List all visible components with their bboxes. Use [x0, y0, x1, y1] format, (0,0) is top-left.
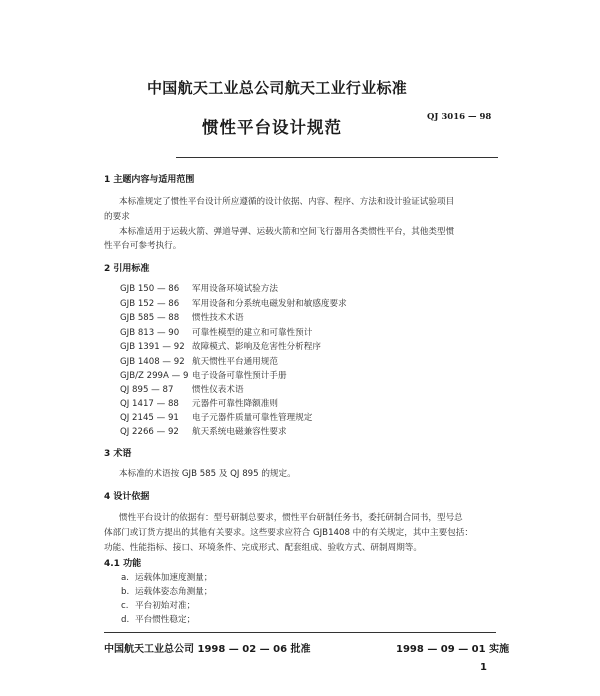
reference-code: GJB 152 — 86	[120, 299, 180, 309]
reference-title: 电子设备可靠性预计手册	[192, 371, 287, 381]
reference-title: 故障模式、影响及危害性分析程序	[192, 342, 321, 352]
reference-title: 电子元器件质量可靠性管理规定	[192, 413, 313, 423]
reference-code: GJB 150 — 86	[120, 284, 180, 294]
reference-code: GJB 1408 — 92	[120, 357, 185, 367]
reference-title: 航天惯性平台通用规范	[192, 357, 278, 367]
list-marker: b.	[121, 587, 130, 597]
section-2-heading: 2 引用标准	[104, 264, 150, 274]
list-text: 平台初始对准；	[135, 601, 196, 611]
implementation-date: 1998 — 09 — 01 实施	[396, 644, 510, 655]
section-1-para2-line1: 本标准适用于运载火箭、弹道导弹、运载火箭和空间飞行器用各类惯性平台，其他类型惯	[119, 227, 455, 237]
section-1-heading: 1 主题内容与适用范围	[104, 175, 195, 185]
list-text: 运载体加速度测量；	[135, 573, 213, 583]
list-marker: d.	[121, 615, 130, 625]
reference-item	[120, 311, 244, 323]
page-number: 1	[480, 662, 487, 673]
reference-title: 惯性仪表术语	[192, 385, 244, 395]
section-1-para2-line2: 性平台可参考执行。	[104, 241, 182, 251]
reference-title: 军用设备环境试验方法	[192, 284, 278, 294]
section-3-heading: 3 术语	[104, 449, 132, 459]
reference-title: 元器件可靠性降额准则	[192, 399, 278, 409]
reference-item	[120, 411, 312, 423]
reference-item	[120, 369, 287, 381]
reference-title: 可靠性模型的建立和可靠性预计	[192, 328, 313, 338]
section-4-para-line3: 功能、性能指标、接口、环境条件、完成形式、配套组成、验收方式、研制周期等。	[104, 543, 422, 553]
list-text: 运载体姿态角测量；	[135, 587, 213, 597]
reference-item	[120, 397, 278, 409]
document-title: 惯性平台设计规范	[202, 118, 342, 137]
reference-code: GJB 1391 — 92	[120, 342, 185, 352]
organization-title: 中国航天工业总公司航天工业行业标准	[147, 79, 408, 97]
reference-item	[120, 383, 244, 395]
issue-approval: 中国航天工业总公司 1998 — 02 — 06 批准	[104, 644, 311, 655]
list-item	[121, 599, 195, 611]
reference-item	[120, 340, 321, 352]
reference-code: GJB 813 — 90	[120, 328, 180, 338]
reference-item	[120, 297, 347, 309]
reference-code: QJ 1417 — 88	[120, 399, 179, 409]
list-item	[121, 585, 212, 597]
section-4-para-line2: 体部门或订货方提出的其他有关要求。这些要求应符合 GJB1408 中的有关规定，其中主要包括：	[104, 528, 473, 538]
list-item	[121, 613, 195, 625]
section-4-heading: 4 设计依据	[104, 492, 150, 502]
subsection-4-1-heading: 4.1 功能	[104, 559, 142, 569]
section-1-para1-line2: 的要求	[104, 212, 130, 222]
footer-divider	[104, 632, 496, 633]
reference-code: QJ 2266 — 92	[120, 427, 179, 437]
header-divider	[176, 157, 498, 158]
list-marker: c.	[121, 601, 129, 611]
standard-number: QJ 3016 — 98	[427, 112, 492, 122]
reference-title: 航天系统电磁兼容性要求	[192, 427, 287, 437]
reference-title: 军用设备和分系统电磁发射和敏感度要求	[192, 299, 347, 309]
reference-title: 惯性技术术语	[192, 313, 244, 323]
reference-item	[120, 282, 278, 294]
reference-code: QJ 895 — 87	[120, 385, 174, 395]
section-3-para: 本标准的术语按 GJB 585 及 QJ 895 的规定。	[119, 469, 296, 479]
list-text: 平台惯性稳定；	[135, 615, 196, 625]
section-1-para1-line1: 本标准规定了惯性平台设计所应遵循的设计依据、内容、程序、方法和设计验证试验项目	[119, 197, 455, 207]
reference-item	[120, 425, 287, 437]
list-marker: a.	[121, 573, 129, 583]
reference-item	[120, 326, 312, 338]
reference-code: QJ 2145 — 91	[120, 413, 179, 423]
list-item	[121, 571, 212, 583]
reference-code: GJB 585 — 88	[120, 313, 180, 323]
reference-item	[120, 355, 278, 367]
reference-code: GJB/Z 299A — 9	[120, 371, 189, 381]
section-4-para-line1: 惯性平台设计的依据有：型号研制总要求，惯性平台研制任务书，委托研制合同书，型号总	[119, 513, 463, 523]
